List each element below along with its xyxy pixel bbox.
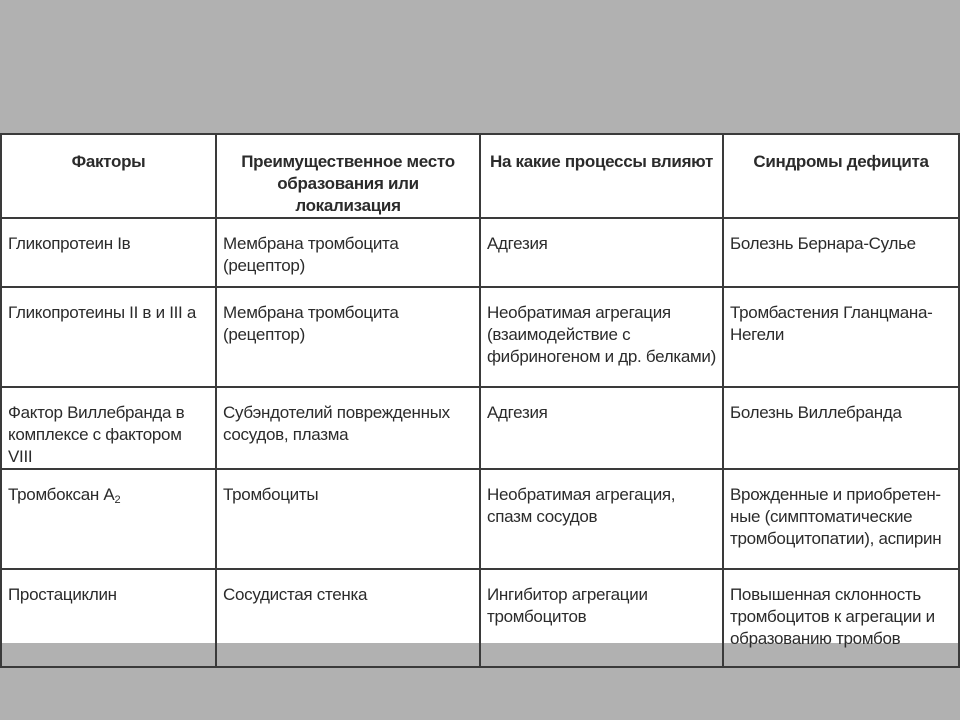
table-row	[1, 387, 959, 469]
cell-location: Мембрана тромбоцита (рецептор)	[216, 218, 480, 287]
cell-syndrome: Тромбастения Гланцмана-Негели	[723, 287, 959, 387]
cell-syndrome: Болезнь Бернара-Сулье	[723, 218, 959, 287]
factor-subscript: 2	[114, 494, 121, 506]
cell-syndrome: Повышенная склонность тромбоцитов к агрегации и образованию тромбов	[723, 569, 959, 667]
platelet-factors-table	[0, 133, 960, 668]
cell-location: Субэндотелий поврежденных сосудов, плазма	[216, 387, 480, 469]
cell-syndrome: Болезнь Виллебранда	[723, 387, 959, 469]
cell-location: Сосудистая стенка	[216, 569, 480, 667]
cell-factor	[1, 469, 216, 569]
cell-syndrome: Врожденные и приобретен-ные (симптоматические тромбоцитопатии), аспирин	[723, 469, 959, 569]
cell-location: Мембрана тромбоцита (рецептор)	[216, 287, 480, 387]
table-row	[1, 569, 959, 667]
cell-factor: Фактор Виллебранда в комплексе с фактором VIII	[1, 387, 216, 469]
header-factors: Факторы	[1, 134, 216, 218]
header-processes: На какие процессы влияют	[480, 134, 723, 218]
cell-factor: Гликопротеин Iв	[1, 218, 216, 287]
cell-location: Тромбоциты	[216, 469, 480, 569]
cell-factor: Простациклин	[1, 569, 216, 667]
table-row	[1, 218, 959, 287]
cell-factor: Гликопротеины II в и III а	[1, 287, 216, 387]
table-row	[1, 469, 959, 569]
header-deficiency-syndromes: Синдромы дефицита	[723, 134, 959, 218]
table-header-row	[1, 134, 959, 218]
cell-process: Адгезия	[480, 218, 723, 287]
header-location: Преимущественное место образования или локализация	[216, 134, 480, 218]
factor-name: Тромбоксан А	[8, 485, 115, 504]
cell-process: Ингибитор агрегации тромбоцитов	[480, 569, 723, 667]
cell-process: Необратимая агрегация (взаимодействие с фибриногеном и др. белками)	[480, 287, 723, 387]
cell-process: Адгезия	[480, 387, 723, 469]
table-row	[1, 287, 959, 387]
cell-process: Необратимая агрегация, спазм сосудов	[480, 469, 723, 569]
slide-table-area	[0, 133, 960, 648]
